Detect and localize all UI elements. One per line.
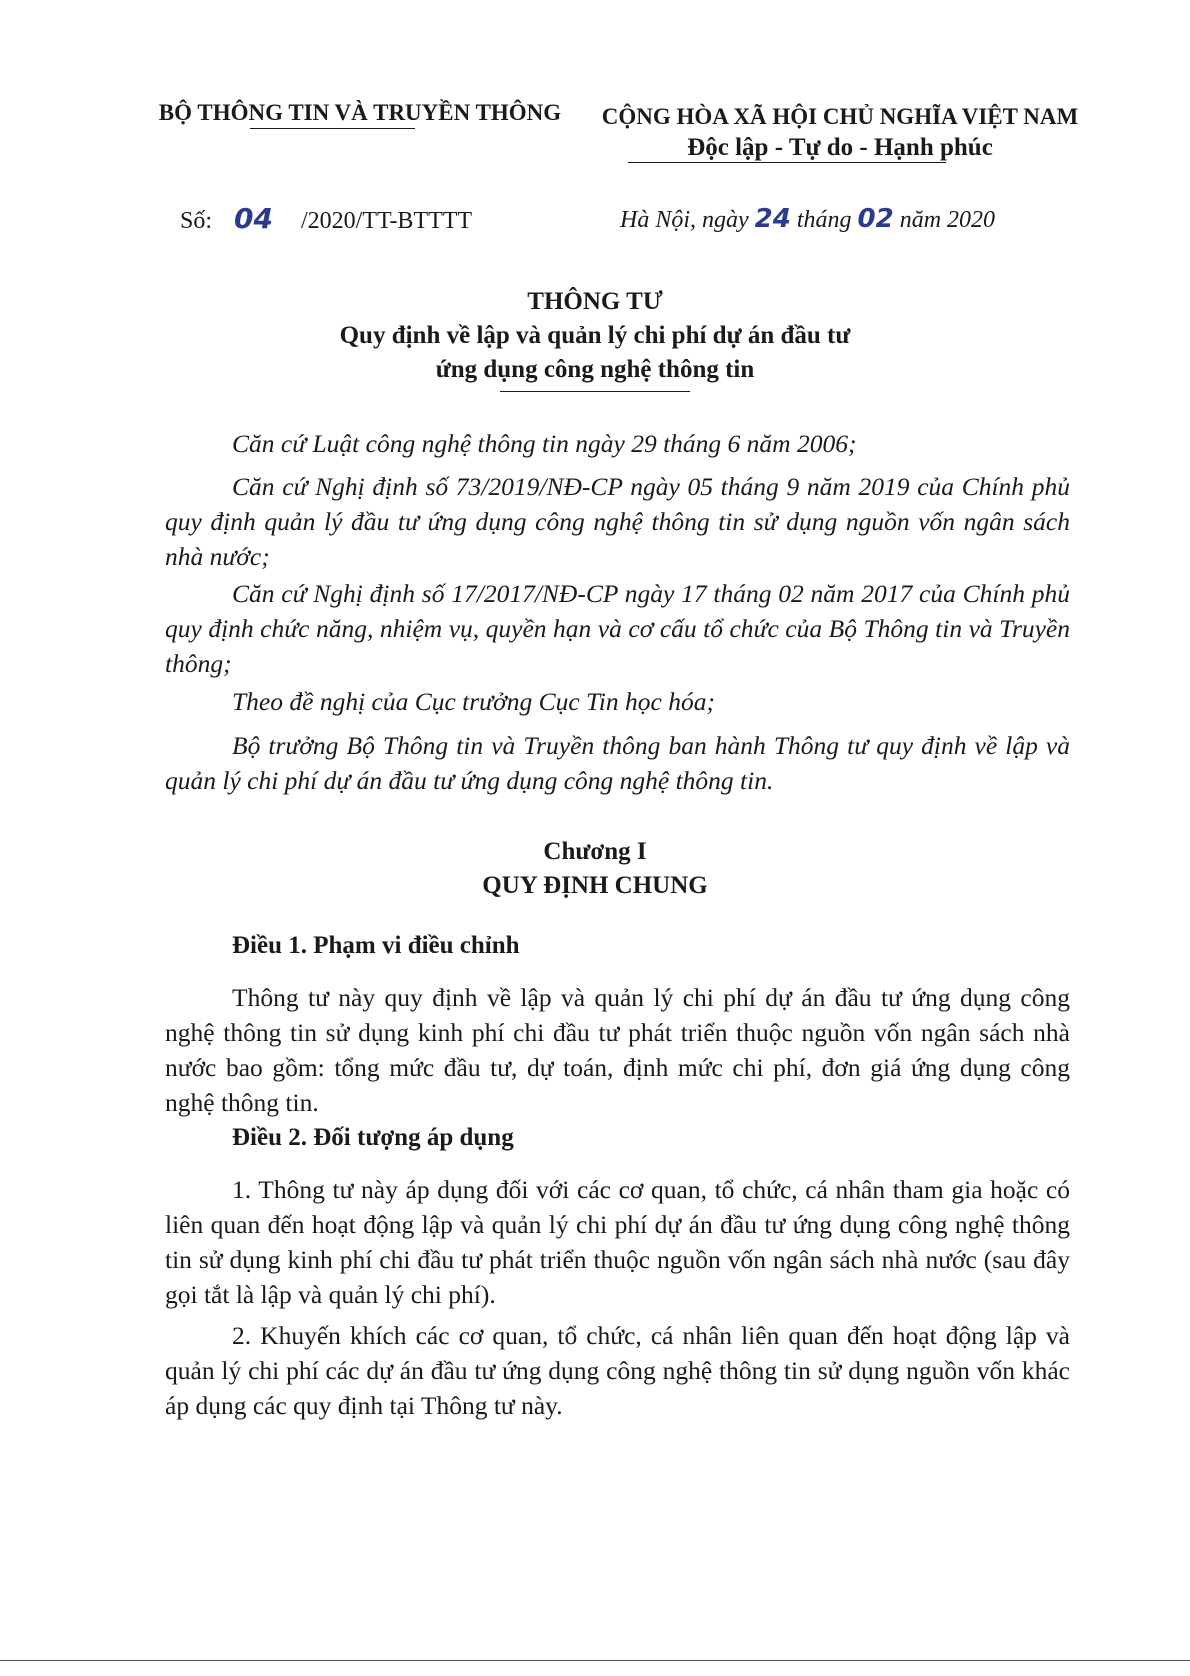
chapter-number: Chương I — [543, 838, 647, 865]
preamble-paragraph: Căn cứ Nghị định số 17/2017/NĐ-CP ngày 17 tháng 02 năm 2017 của Chính phủ quy định chức năng, nhiệm vụ, quyền hạn và cơ cấu tổ chức của Bộ Thông tin và Truyền thông; — [165, 579, 1070, 678]
preamble-paragraph: Căn cứ Luật công nghệ thông tin ngày 29 tháng 6 năm 2006; — [232, 429, 857, 458]
issuing-ministry: BỘ THÔNG TIN VÀ TRUYỀN THÔNG — [158, 100, 562, 125]
chapter-name: QUY ĐỊNH CHUNG — [482, 872, 708, 899]
handwritten-number: 04 — [234, 202, 273, 235]
date-month-label: tháng — [796, 207, 852, 233]
ministry-underline — [250, 128, 415, 129]
article-heading: Điều 1. Phạm vi điều chỉnh — [232, 932, 520, 959]
preamble-paragraph: Bộ trưởng Bộ Thông tin và Truyền thông ban hành Thông tư quy định về lập và quản lý chi phí dự án đầu tư ứng dụng công nghệ thông tin. — [165, 731, 1070, 795]
document-type: THÔNG TƯ — [527, 288, 663, 315]
article-heading: Điều 2. Đối tượng áp dụng — [232, 1124, 514, 1151]
document-number — [180, 202, 472, 235]
handwritten-day: 24 — [754, 204, 791, 234]
scan-edge-line — [0, 1660, 1190, 1661]
national-heading — [590, 104, 1090, 162]
date-prefix: Hà Nội, ngày — [620, 207, 749, 233]
motto-underline — [628, 162, 946, 163]
title-line-1: Quy định về lập và quản lý chi phí dự án đầu tư — [339, 322, 851, 349]
preamble-paragraph: Căn cứ Nghị định số 73/2019/NĐ-CP ngày 05 tháng 9 năm 2019 của Chính phủ quy định quản lý đầu tư ứng dụng công nghệ thông tin sử dụng nguồn vốn ngân sách nhà nước; — [165, 472, 1070, 571]
country-name: CỘNG HÒA XÃ HỘI CHỦ NGHĨA VIỆT NAM — [601, 104, 1079, 129]
article-paragraph: Thông tư này quy định về lập và quản lý chi phí dự án đầu tư ứng dụng công nghệ thông tin sử dụng kinh phí chi đầu tư phát triển thuộc nguồn vốn ngân sách nhà nước bao gồm: tổng mức đầu tư, dự toán, định mức chi phí, đơn giá ứng dụng công nghệ thông tin. — [165, 983, 1070, 1117]
title-line-2: ứng dụng công nghệ thông tin — [435, 356, 755, 383]
handwritten-month: 02 — [857, 204, 894, 234]
title-underline — [500, 391, 690, 392]
article-paragraph: 1. Thông tư này áp dụng đối với các cơ quan, tổ chức, cá nhân tham gia hoặc có liên quan đến hoạt động lập và quản lý chi phí dự án đầu tư ứng dụng công nghệ thông tin sử dụng kinh phí chi đầu tư phát triển thuộc nguồn vốn ngân sách nhà nước (sau đây gọi tắt là lập và quản lý chi phí). — [165, 1175, 1070, 1309]
preamble-paragraph: Theo đề nghị của Cục trưởng Cục Tin học hóa; — [232, 687, 715, 716]
national-motto: Độc lập - Tự do - Hạnh phúc — [687, 134, 993, 161]
issue-date — [620, 204, 995, 234]
article-paragraph: 2. Khuyến khích các cơ quan, tổ chức, cá nhân liên quan đến hoạt động lập và quản lý chi phí các dự án đầu tư ứng dụng công nghệ thông tin sử dụng nguồn vốn khác áp dụng các quy định tại Thông tư này. — [165, 1321, 1070, 1420]
date-year: năm 2020 — [899, 207, 996, 233]
number-suffix: /2020/TT-BTTTT — [300, 208, 473, 234]
number-prefix: Số: — [180, 208, 213, 234]
